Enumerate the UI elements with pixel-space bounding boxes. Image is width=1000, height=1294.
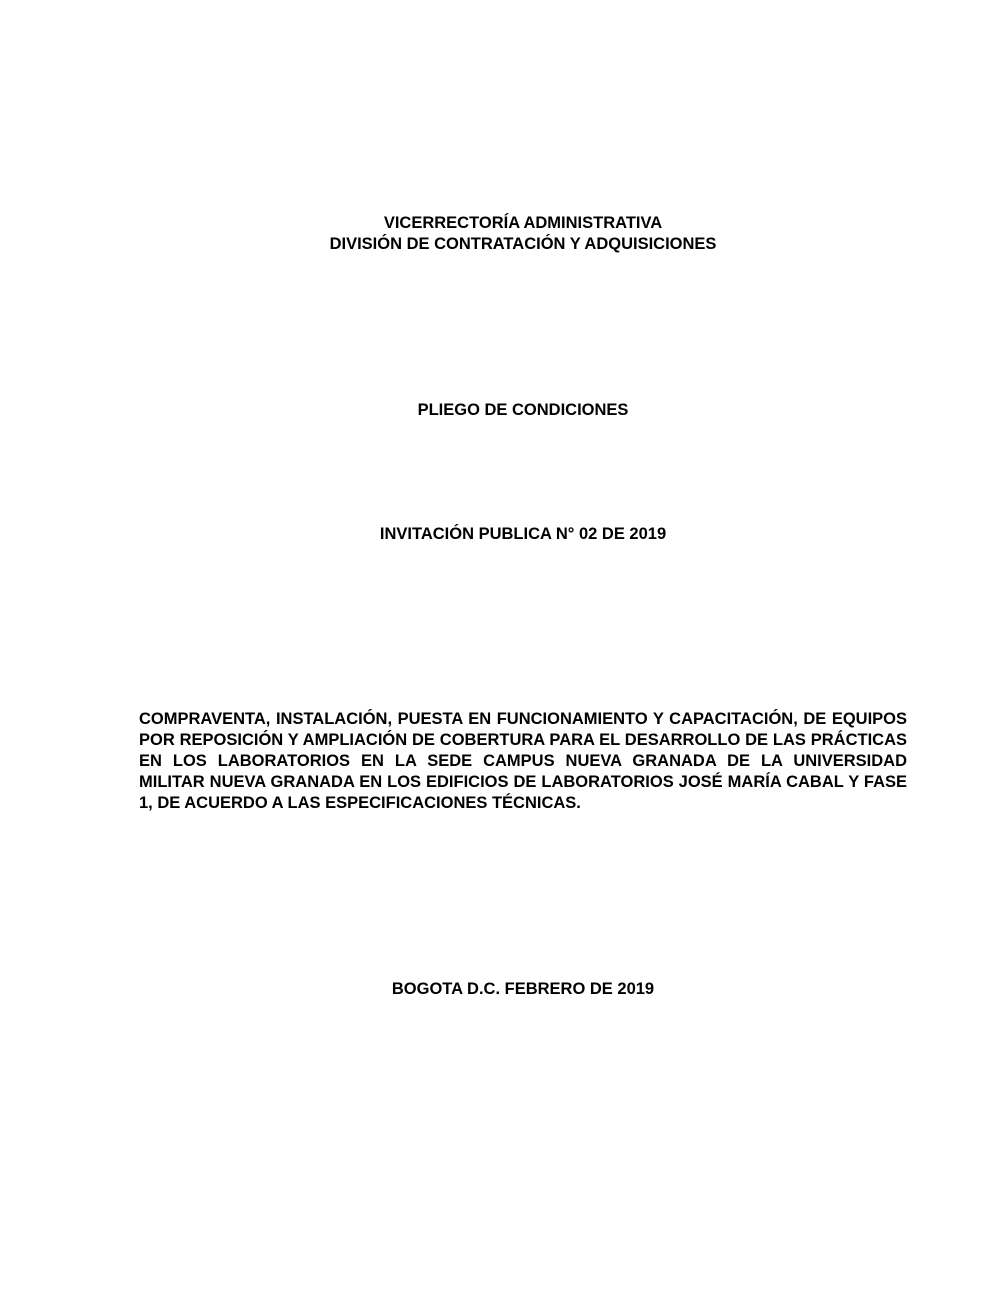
division-title: DIVISIÓN DE CONTRATACIÓN Y ADQUISICIONES	[329, 235, 717, 253]
place-and-date: BOGOTA D.C. FEBRERO DE 2019	[391, 980, 655, 998]
office-header	[0, 213, 1000, 255]
invitation-number: INVITACIÓN PUBLICA N° 02 DE 2019	[379, 525, 667, 543]
contract-object-paragraph: COMPRAVENTA, INSTALACIÓN, PUESTA EN FUNCIONAMIENTO Y CAPACITACIÓN, DE EQUIPOS POR REPOSICIÓN Y AMPLIACIÓN DE COBERTURA PARA EL DESARROLLO DE LAS PRÁCTICAS EN LOS LABORATORIOS EN LA SEDE CAMPUS NUEVA GRANADA DE LA UNIVERSIDAD MILITAR NUEVA GRANADA EN LOS EDIFICIOS DE LABORATORIOS JOSÉ MARÍA CABAL Y FASE 1, DE ACUERDO A LAS ESPECIFICACIONES TÉCNICAS.	[139, 710, 907, 812]
vicerrectoria-title: VICERRECTORÍA ADMINISTRATIVA	[383, 214, 663, 232]
document-type-title: PLIEGO DE CONDICIONES	[417, 401, 629, 419]
